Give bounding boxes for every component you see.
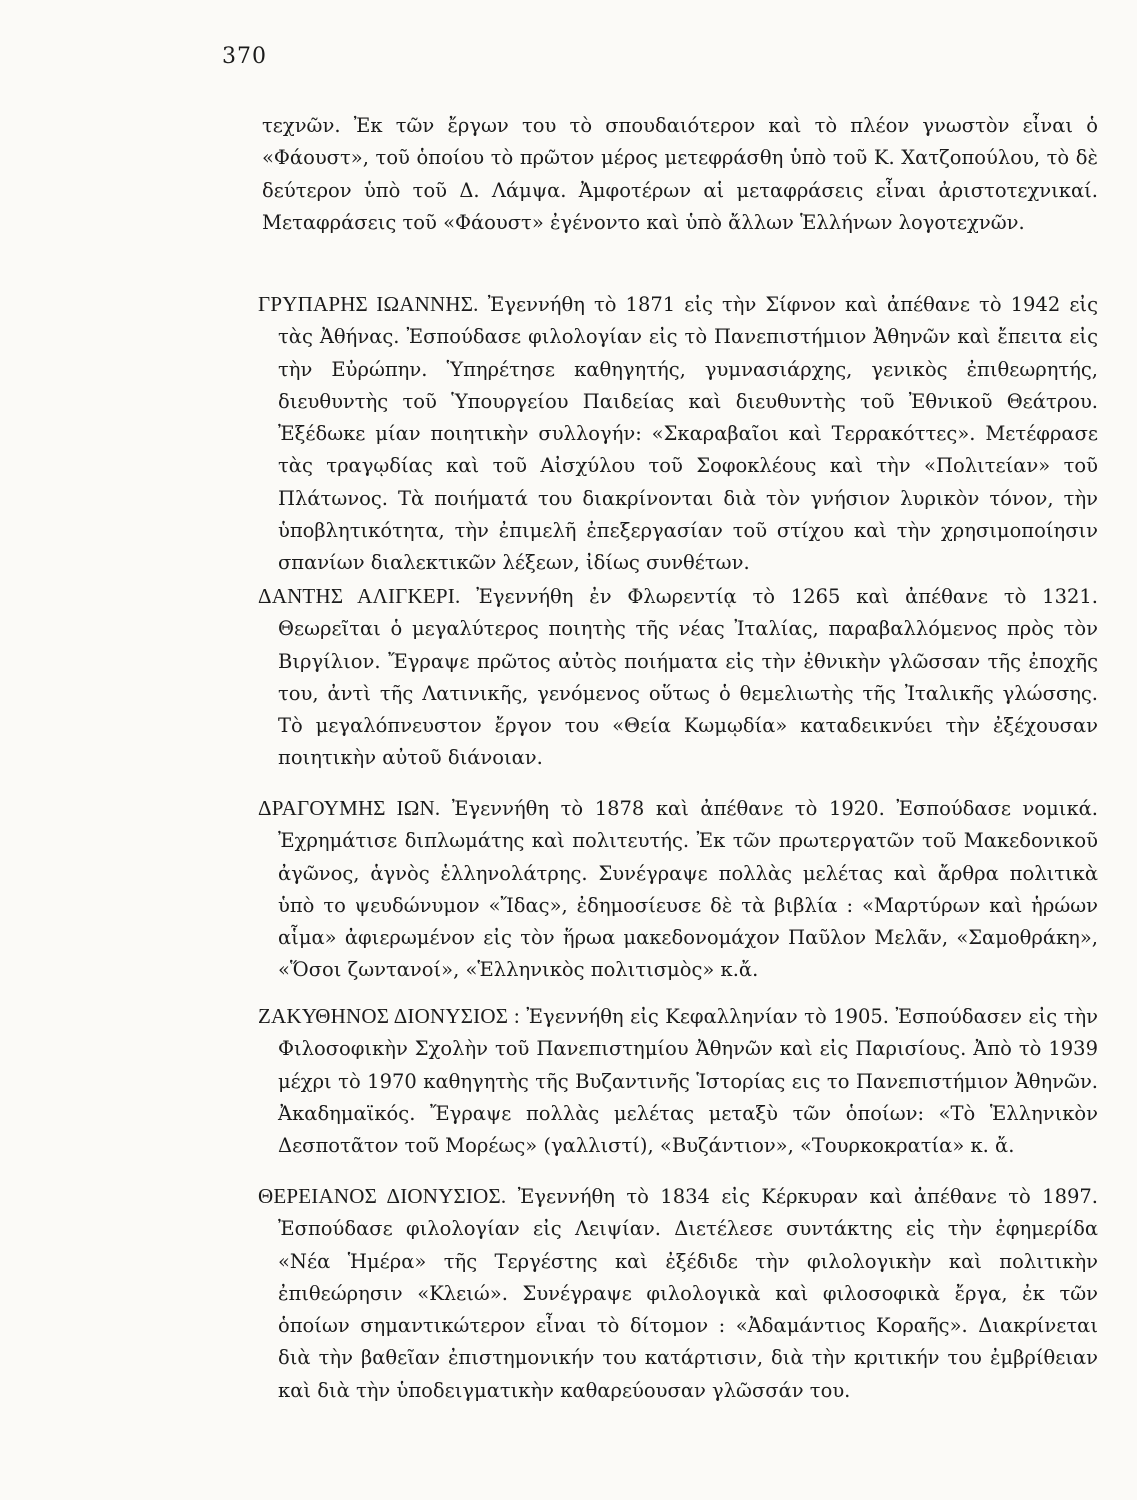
entry-name: ΖΑΚΥΘΗΝΟΣ ΔΙΟΝΥΣΙΟΣ : [258,1004,520,1028]
entry-text: Ἐγεννήθη τὸ 1871 εἰς τὴν Σίφνον καὶ ἀπέθανε τὸ 1942 εἰς τὰς Ἀθήνας. Ἐσπούδασε φιλολογίαν εἰς τὸ Πανεπιστήμιον Ἀθηνῶν καὶ ἔπειτα εἰς τὴν Εὐρώπην. Ὑπηρέτησε καθηγητής, γυμνασιάρχης, γενικὸς ἐπιθεωρητής, διευθυντὴς τοῦ Ὑπουργείου Παιδείας καὶ διευθυντὴς τοῦ Ἐθνικοῦ Θεάτρου. Ἐξέδωκε μίαν ποιητικὴν συλλογήν: «Σκαραβαῖοι καὶ Τερρακόττες». Μετέφρασε τὰς τραγῳδίας καὶ τοῦ Αἰσχύλου τοῦ Σοφοκλέους καὶ τὴν «Πολιτείαν» τοῦ Πλάτωνος. Τὰ ποιήματά του διακρίνονται διὰ τὸν γνήσιον λυρικὸν τόνον, τὴν ὑποβλητικότητα, τὴν ἐπιμελῆ ἐπεξεργασίαν τοῦ στίχου καὶ τὴν χρησιμοποίησιν σπανίων διαλεκτικῶν λέξεων, ἰδίως συνθέτων. [278,293,1098,575]
entry-name: ΔΡΑΓΟΥΜΗΣ ΙΩΝ. [258,796,441,820]
entry-text: Ἐγεννήθη τὸ 1834 εἰς Κέρκυραν καὶ ἀπέθανε τὸ 1897. Ἐσπούδασε φιλολογίαν εἰς Λειψίαν. Διετέλεσε συντάκτης εἰς τὴν ἐφημερίδα «Νέα Ἡμέρα» τῆς Τεργέστης καὶ ἐξέδιδε τὴν φιλολογικὴν καὶ πολιτικὴν ἐπιθεώρησιν «Κλειώ». Συνέγραψε φιλολογικὰ καὶ φιλοσοφικὰ ἔργα, ἐκ τῶν ὁποίων σημαντικώτερον εἶναι τὸ δίτομον : «Ἀδαμάντιος Κοραῆς». Διακρίνεται διὰ τὴν βαθεῖαν ἐπιστημονικήν του κατάρτισιν, διὰ τὴν κριτικήν του ἐμβρίθειαν καὶ διὰ τὴν ὑποδειγματικὴν καθαρεύουσαν γλῶσσάν του. [278,1185,1098,1402]
entry-name: ΓΡΥΠΑΡΗΣ ΙΩΑΝΝΗΣ. [258,292,479,316]
entry-text: Ἐγεννήθη τὸ 1878 καὶ ἀπέθανε τὸ 1920. Ἐσπούδασε νομικά. Ἐχρημάτισε διπλωμάτης καὶ πολιτευτής. Ἐκ τῶν πρωτεργατῶν τοῦ Μακεδονικοῦ ἀγῶνος, ἁγνὸς ἑλληνολάτρης. Συνέγραψε πολλὰς μελέτας καὶ ἄρθρα πολιτικὰ ὑπὸ το ψευδώνυμον «Ἴδας», ἐδημοσίευσε δὲ τὰ βιβλία : «Μαρτύρων καὶ ἡρώων αἷμα» ἀφιερωμένον εἰς τὸν ἥρωα μακεδονομάχον Παῦλον Μελᾶν, «Σαμοθράκη», «Ὅσοι ζωντανοί», «Ἑλληνικὸς πολιτισμὸς» κ.ἄ. [278,797,1098,982]
entry-text: Ἐγεννήθη εἰς Κεφαλληνίαν τὸ 1905. Ἐσπούδασεν εἰς τὴν Φιλοσοφικὴν Σχολὴν τοῦ Πανεπιστημίου Ἀθηνῶν καὶ εἰς Παρισίους. Ἀπὸ τὸ 1939 μέχρι τὸ 1970 καθηγητὴς τῆς Βυζαντινῆς Ἱστορίας εις το Πανεπιστήμιον Ἀθηνῶν. Ἀκαδημαϊκός. Ἔγραψε πολλὰς μελέτας μεταξὺ τῶν ὁποίων: «Τὸ Ἑλληνικὸν Δεσποτᾶτον τοῦ Μορέως» (γαλλιστί), «Βυζάντιον», «Τουρκοκρατία» κ. ἄ. [278,1005,1098,1158]
entry-dante [258,580,1098,775]
entry-gryparis [258,288,1098,580]
intro-paragraph: τεχνῶν. Ἐκ τῶν ἔργων του τὸ σπουδαιότερον καὶ τὸ πλέον γνωστὸν εἶναι ὁ «Φάουστ», τοῦ ὁποίου τὸ πρῶτον μέρος μετεφράσθη ὑπὸ τοῦ Κ. Χατζοπούλου, τὸ δὲ δεύτερον ὑπὸ τοῦ Δ. Λάμψα. Ἀμφοτέρων αἱ μεταφράσεις εἶναι ἀριστοτεχνικαί. Μεταφράσεις τοῦ «Φάουστ» ἐγένοντο καὶ ὑπὸ ἄλλων Ἑλλήνων λογοτεχνῶν. [262,114,1098,234]
entry-text: Ἐγεννήθη ἐν Φλωρεντίᾳ τὸ 1265 καὶ ἀπέθανε τὸ 1321. Θεωρεῖται ὁ μεγαλύτερος ποιητὴς τῆς νέας Ἰταλίας, παραβαλλόμενος πρὸς τὸν Βιργίλιον. Ἔγραψε πρῶτος αὐτὸς ποιήματα εἰς τὴν ἐθνικὴν γλῶσσαν τῆς ἐποχῆς του, ἀντὶ τῆς Λατινικῆς, γενόμενος οὕτως ὁ θεμελιωτὴς τῆς Ἰταλικῆς γλώσσης. Τὸ μεγαλόπνευστον ἔργον του «Θεία Κωμῳδία» καταδεικνύει τὴν ἐξέχουσαν ποιητικὴν αὐτοῦ διάνοιαν. [278,585,1098,770]
entry-name: ΔΑΝΤΗΣ ΑΛΙΓΚΕΡΙ. [258,584,461,608]
page-number: 370 [222,44,267,69]
entry-thereianos [258,1180,1098,1407]
entry-name: ΘΕΡΕΙΑΝΟΣ ΔΙΟΝΥΣΙΟΣ. [258,1184,507,1208]
entry-zakythinos [258,1000,1098,1162]
entry-dragoumis [258,792,1098,987]
